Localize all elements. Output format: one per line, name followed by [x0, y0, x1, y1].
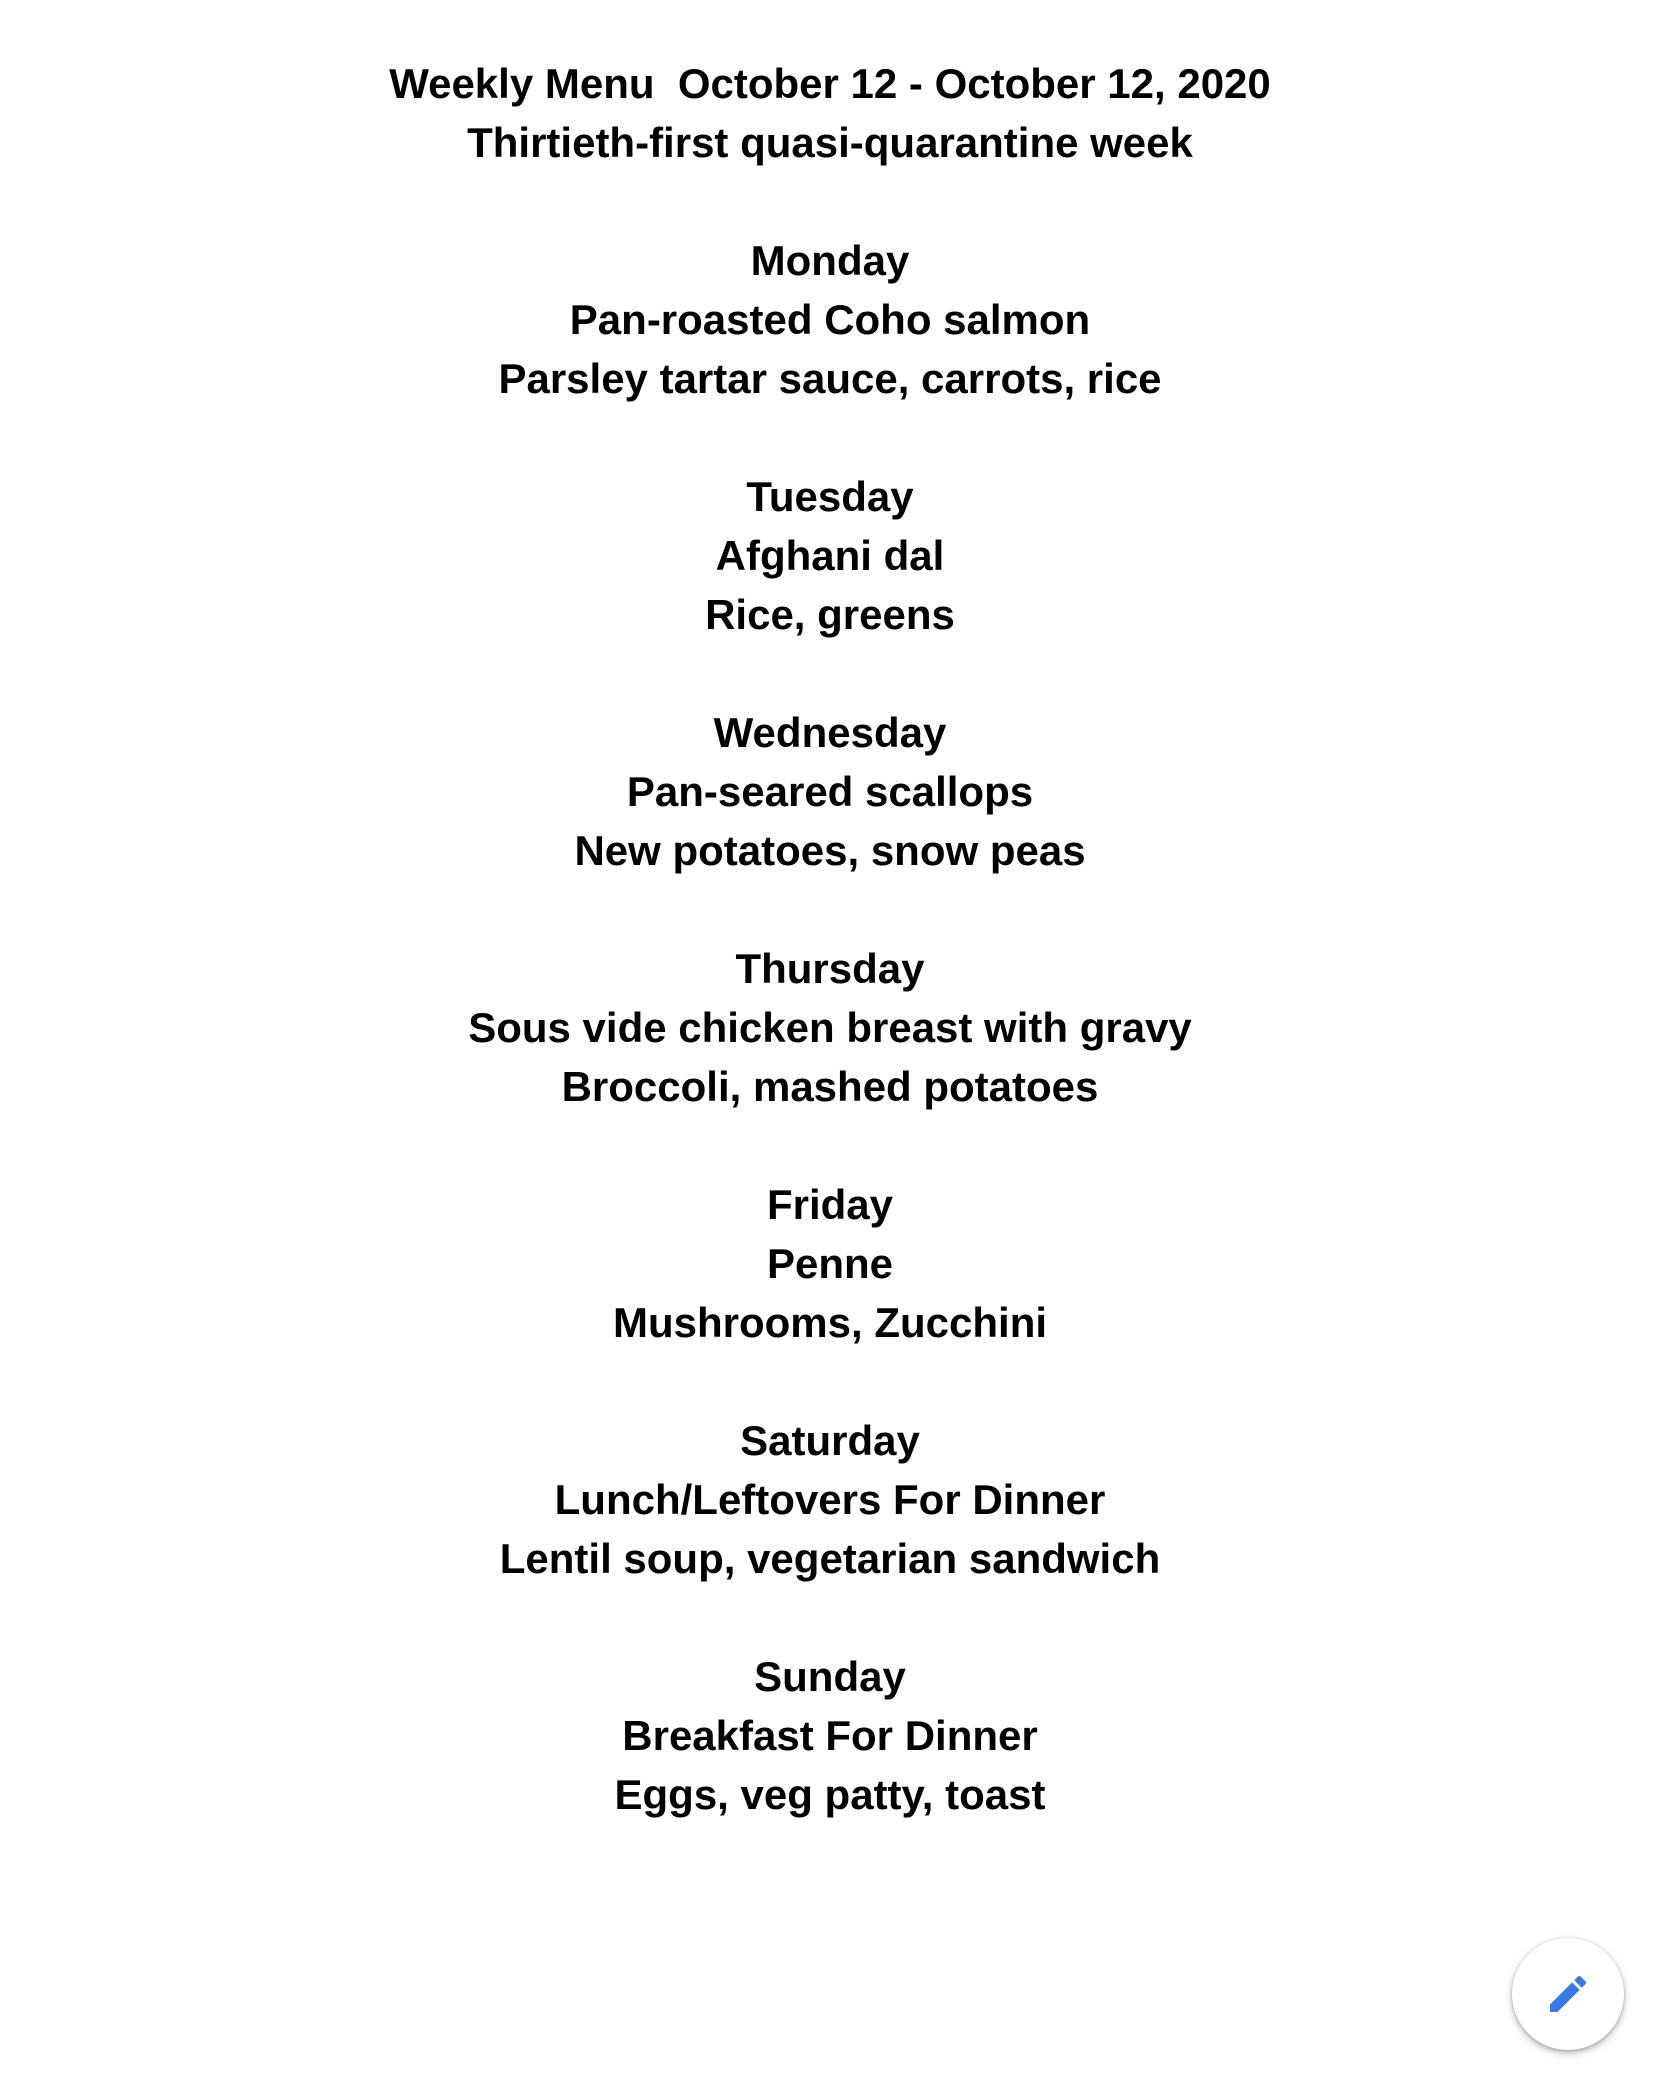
day-name: Thursday	[735, 945, 925, 992]
day-sides: Broccoli, mashed potatoes	[561, 1063, 1099, 1110]
day-wednesday	[0, 703, 1660, 880]
day-sides: Parsley tartar sauce, carrots, rice	[498, 355, 1162, 402]
menu-subtitle: Thirtieth-first quasi-quarantine week	[467, 119, 1193, 166]
menu-header	[0, 54, 1660, 172]
pencil-icon	[1544, 1970, 1592, 2018]
day-name: Saturday	[740, 1417, 920, 1464]
day-main-dish: Penne	[766, 1240, 894, 1287]
day-name: Sunday	[754, 1653, 906, 1700]
day-sides: Eggs, veg patty, toast	[614, 1771, 1046, 1818]
day-main-dish: Sous vide chicken breast with gravy	[468, 1004, 1192, 1051]
day-sides: Rice, greens	[705, 591, 955, 638]
day-monday	[0, 231, 1660, 408]
day-name: Friday	[766, 1181, 894, 1228]
edit-button[interactable]	[1512, 1938, 1624, 2050]
day-name: Monday	[750, 237, 910, 284]
day-name: Wednesday	[713, 709, 947, 756]
day-sunday	[0, 1647, 1660, 1824]
day-friday	[0, 1175, 1660, 1352]
day-main-dish: Pan-seared scallops	[626, 768, 1034, 815]
day-main-dish: Breakfast For Dinner	[622, 1712, 1038, 1759]
day-sides: New potatoes, snow peas	[574, 827, 1086, 874]
document-body	[0, 54, 1660, 1883]
day-sides: Lentil soup, vegetarian sandwich	[499, 1535, 1161, 1582]
menu-title: Weekly Menu October 12 - October 12, 2020	[389, 60, 1271, 107]
day-main-dish: Lunch/Leftovers For Dinner	[554, 1476, 1106, 1523]
day-name: Tuesday	[746, 473, 914, 520]
day-sides: Mushrooms, Zucchini	[612, 1299, 1048, 1346]
day-tuesday	[0, 467, 1660, 644]
day-main-dish: Pan-roasted Coho salmon	[569, 296, 1091, 343]
day-saturday	[0, 1411, 1660, 1588]
day-main-dish: Afghani dal	[715, 532, 945, 579]
day-thursday	[0, 939, 1660, 1116]
